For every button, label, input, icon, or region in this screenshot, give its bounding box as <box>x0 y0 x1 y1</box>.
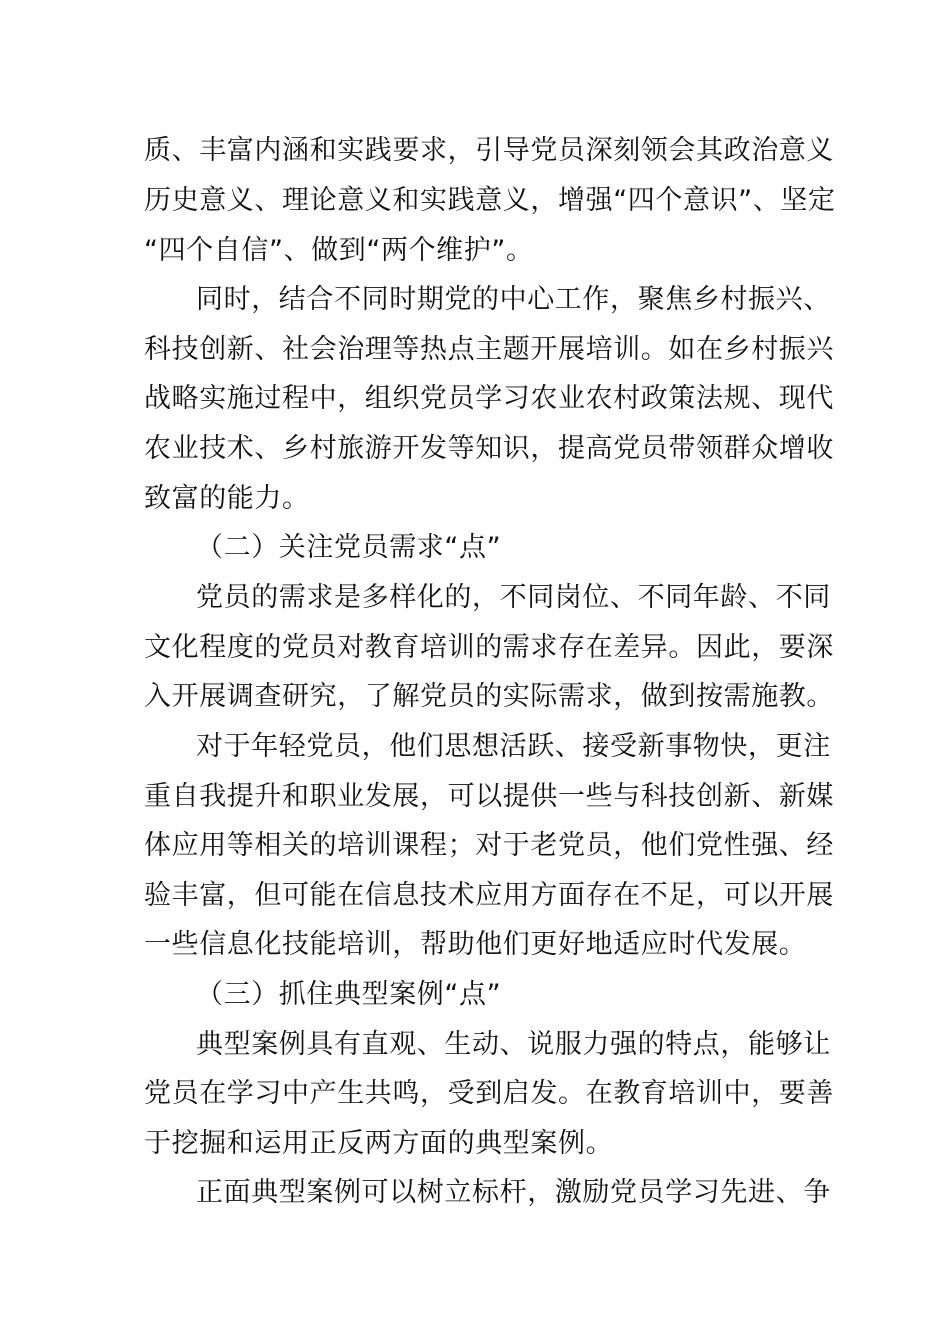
text-line: 科技创新、社会治理等热点主题开展培训。如在乡村振兴 <box>144 334 834 365</box>
text-line: 党员在学习中产生共鸣，受到启发。在教育培训中，要善 <box>144 1078 834 1109</box>
text-line: 于挖掘和运用正反两方面的典型案例。 <box>144 1128 614 1159</box>
text-line: 重自我提升和职业发展，可以提供一些与科技创新、新媒 <box>144 781 834 812</box>
paragraph-first-line: 典型案例具有直观、生动、说服力强的特点，能够让 <box>196 1029 831 1060</box>
text-line: “四个自信”、做到“两个维护”。 <box>144 235 534 266</box>
paragraph-first-line: 正面典型案例可以树立标杆，激励党员学习先进、争 <box>196 1177 831 1208</box>
text-line: 农业技术、乡村旅游开发等知识，提高党员带领群众增收 <box>144 433 834 464</box>
section-heading-2: （二）关注党员需求“点” <box>196 532 502 563</box>
paragraph-first-line: 同时，结合不同时期党的中心工作，聚焦乡村振兴、 <box>196 284 831 315</box>
text-line: 质、丰富内涵和实践要求，引导党员深刻领会其政治意义 <box>144 135 834 166</box>
text-line: 历史意义、理论意义和实践意义，增强“四个意识”、坚定 <box>144 185 836 216</box>
text-line: 入开展调查研究，了解党员的实际需求，做到按需施教。 <box>144 681 834 712</box>
text-line: 文化程度的党员对教育培训的需求存在差异。因此，要深 <box>144 632 834 663</box>
text-line: 一些信息化技能培训，帮助他们更好地适应时代发展。 <box>144 929 807 960</box>
text-line: 验丰富，但可能在信息技术应用方面存在不足，可以开展 <box>144 880 834 911</box>
section-heading-3: （三）抓住典型案例“点” <box>196 979 502 1010</box>
text-line: 体应用等相关的培训课程；对于老党员，他们党性强、经 <box>144 830 834 861</box>
paragraph-first-line: 党员的需求是多样化的，不同岗位、不同年龄、不同 <box>196 582 831 613</box>
text-line: 战略实施过程中，组织党员学习农业农村政策法规、现代 <box>144 383 834 414</box>
text-line: 致富的能力。 <box>144 483 310 514</box>
paragraph-first-line: 对于年轻党员，他们思想活跃、接受新事物快，更注 <box>196 731 831 762</box>
